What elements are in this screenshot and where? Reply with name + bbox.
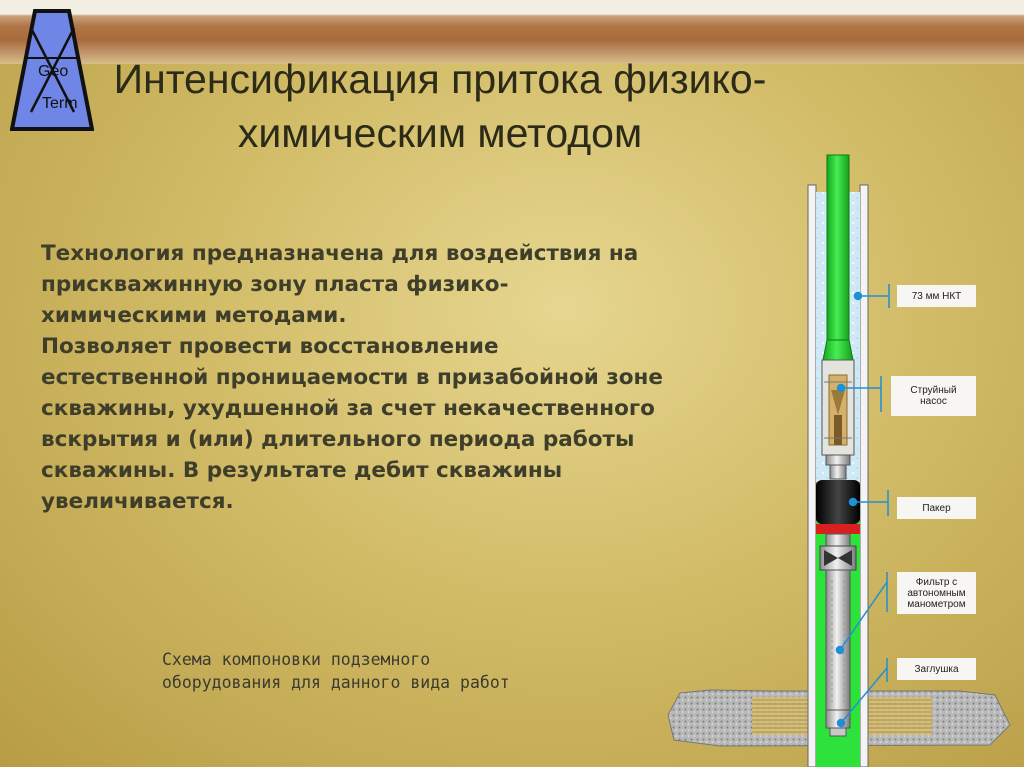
description-line: Позволяет провести восстановление (41, 334, 499, 359)
description-line: скважины. В результате дебит скважины (41, 458, 563, 483)
label-packer: Пакер (897, 497, 976, 519)
description-line: прискважинную зону пласта физико- (41, 272, 509, 297)
description-line: вскрытия и (или) длительного периода работы (41, 427, 635, 452)
caption-line: оборудования для данного вида работ (162, 673, 510, 692)
casing-wall-left (808, 185, 816, 767)
label-plug: Заглушка (897, 658, 976, 680)
productive-bed (860, 697, 932, 735)
scheme-caption (162, 648, 632, 694)
label-tubing-73mm: 73 мм НКТ (897, 285, 976, 307)
title-line-1: Интенсификация притока физико- (113, 56, 767, 102)
tubing-73mm (827, 155, 849, 340)
label-jet-pump (891, 376, 976, 416)
logo-text-geo: Geo (38, 63, 69, 80)
label-jet-pump-line: насос (920, 396, 947, 407)
logo-text-term: Term (42, 95, 78, 112)
label-filter-line: манометром (907, 598, 966, 610)
title-line-2: химическим методом (237, 110, 643, 156)
casing-wall-right (860, 185, 868, 767)
description-line: увеличивается. (41, 489, 234, 514)
description-line: скважины, ухудшенной за счет некачественного (41, 396, 655, 421)
slide-title (60, 52, 820, 160)
caption-line: Схема компоновки подземного (162, 650, 431, 669)
label-filter-line: автономным (907, 587, 966, 599)
label-filter-line: Фильтр с (915, 576, 958, 588)
description-line: Технология предназначена для воздействия на (41, 241, 639, 266)
label-jet-pump-line: Струйный (910, 385, 957, 396)
description-line: естественной проницаемости в призабойной зоне (41, 365, 663, 390)
description-line: химическими методами. (41, 303, 347, 328)
label-filter (897, 572, 976, 614)
